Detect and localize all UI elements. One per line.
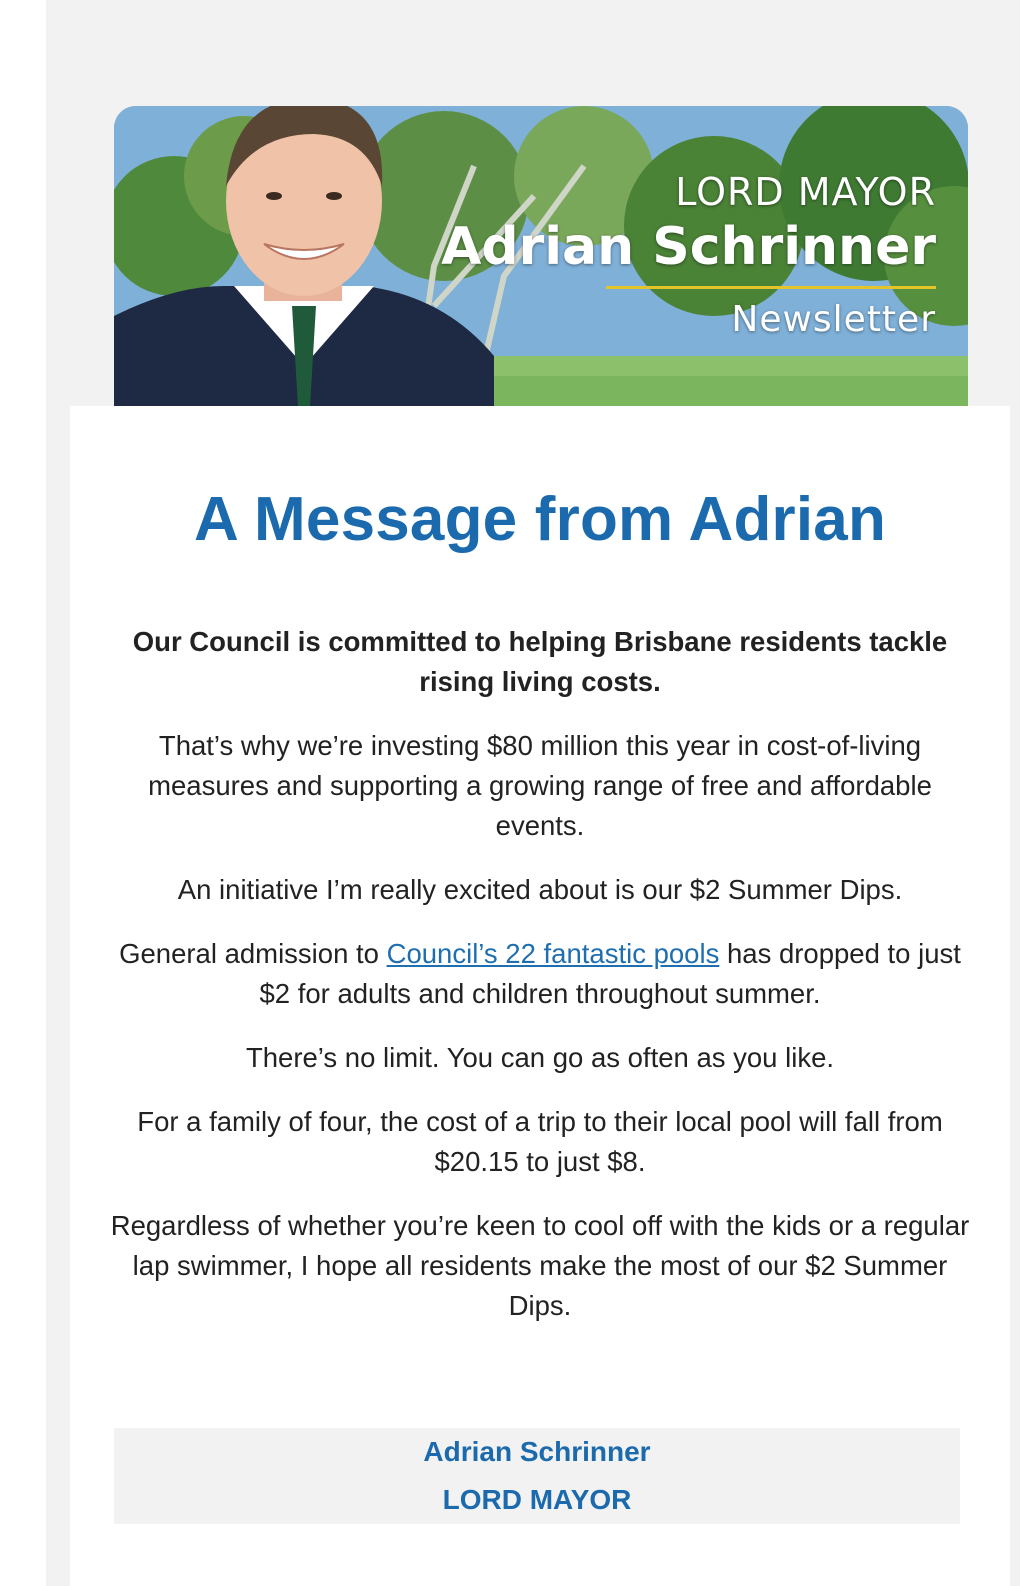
paragraph: For a family of four, the cost of a trip to their local pool will fall from $20.15 to just $8. xyxy=(137,1106,943,1177)
lead-paragraph: Our Council is committed to helping Brisbane residents tackle rising living costs. xyxy=(132,626,948,697)
signature-block xyxy=(114,1428,960,1524)
paragraph: Regardless of whether you’re keen to cool off with the kids or a regular lap swimmer, I hope all residents make the most of our $2 Summer Dips. xyxy=(110,1210,970,1321)
banner-subtitle: Newsletter xyxy=(731,299,936,340)
message-card xyxy=(70,406,1010,1586)
newsletter-banner xyxy=(114,106,968,406)
paragraph-with-link xyxy=(110,934,970,1014)
pools-link[interactable]: Council’s 22 fantastic pools xyxy=(386,938,720,969)
page-title: A Message from Adrian xyxy=(193,485,887,554)
banner-kicker: LORD MAYOR xyxy=(675,170,936,214)
banner-name: Adrian Schrinner xyxy=(441,217,936,277)
paragraph: That’s why we’re investing $80 million this year in cost-of-living measures and supporting a growing range of free and affordable events. xyxy=(148,730,932,841)
paragraph-text: has dropped to just $2 for adults and children throughout summer. xyxy=(259,938,961,1009)
signature-role: LORD MAYOR xyxy=(442,1484,632,1515)
paragraph: There’s no limit. You can go as often as you like. xyxy=(245,1042,835,1073)
message-body xyxy=(110,622,970,1350)
signature-name: Adrian Schrinner xyxy=(423,1436,651,1467)
paragraph: An initiative I’m really excited about is our $2 Summer Dips. xyxy=(177,874,903,905)
paragraph-text: General admission to xyxy=(119,938,387,969)
banner-heading xyxy=(441,170,936,341)
banner-accent-rule xyxy=(606,286,936,289)
